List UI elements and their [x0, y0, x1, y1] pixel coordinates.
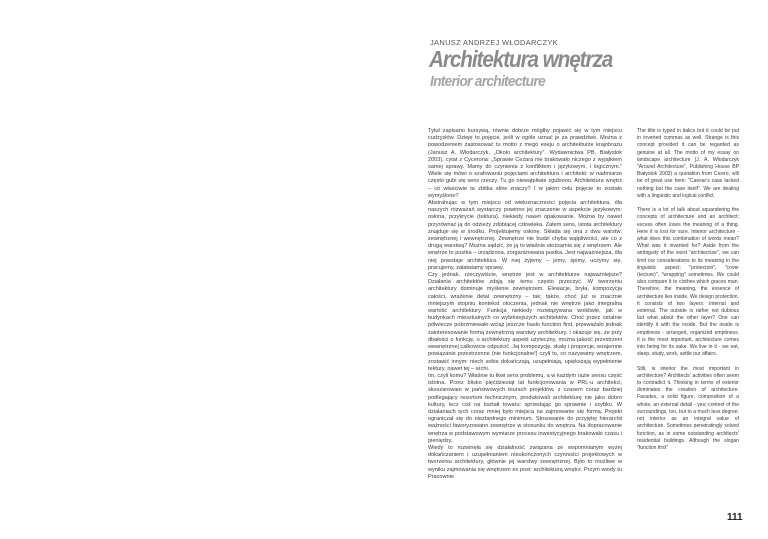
paragraph: Still, is interior the most important in architecture? Architects' activities often seem to contradict it. Thinking in terms of exterior dominates the creation of architecture. Facades, a solid figure, composition of a whole, an external detail - yes; context of the surroundings, too, but to a much less degree; not interior as an integral value of architecture. Sometimes penetratingly solved function, as in some outstanding architects' residential buildings. Although the slogan "function first" [637, 365, 739, 451]
paragraph: Tytuł zapisano kursywą, równie dobrze mógłby pojawić się w tym miejscu cudzysłów. Dzieje to pojęcie, jeśli w ogóle uznać je za prawdziwe. Można z powodzeniem zastosować tu motto z mego eseju o architekturze krajobrazu (Janusz A. Włodarczyk, „Około architektury”. Wydawnictwa PB, Białystok 2003), cytat z Cycerona: „Sprawie Cezara nie brakowało niczego z wyjątkiem samej sprawy. Mamy do czynienia z konfliktem i językowym, i logicznym.” Wiele się mówi o szafowaniu pojęciami architektura i architekt: w nadmiarze często gubi się sens rzeczy. Tu go niewątpliwie zgubiono. Architektura wnętrz – co właściwie ta zbitka słów znaczy? I w jakim celu pojęcie to zostało wymyślone? [428, 128, 622, 199]
english-text-column [637, 128, 739, 476]
paragraph: There is a lot of talk about squandering the concepts of architecture and an architect; excess often loses the meaning of a thing. Here it is lost for sure. Interior architecture - what does this combination of words mean? What was it invented for? Aside from the ambiguity of the word "architecture", we can limit our considerations to its meaning in the linguistic aspect: "protection", "cover (tecture)", "wrapping" sometimes. We could also compare it to clothes which graces man. Therefore, the meaning, the essence of architecture lies inside. We design protection. It consists of two layers: internal and external. The outside is rather not dubious but what about the other layer? One can identify it with the inside. But the inside is emptiness - arranged, organized emptiness. It is the most important, architecture comes into being for its sake. We live in it - we eat, sleep, study, work, settle our affairs. [637, 207, 739, 358]
paragraph: Czy jednak, rzeczywiście, wnętrze jest w architekturze najważniejsze? Działania architektów zdają się temu często przeczyć. W tworzeniu architektury dominuje myślenie zewnętrzem. Elewacje, bryła, kompozycja całości, wrażenie detal zewnętrzny – tak; także, choć już w znacznie mniejszym stopniu kontekst otoczenia, jednak nie wnętrze jako integralna wartość architektury. Funkcja niekiedy rozwiązywana wnikliwie, jak w budynkach mieszkalnych co wybitniejszych architektów. Choć przez ostatnie półwiecze pobrzmiewało wciąż jeszcze hasło function first, przeważało jednak zainteresowanie formą zewnętrzną warstwy architektury. I okazuje się, że przy dbałości o funkcję, o architektury aspekt użyteczny, można jakość przestrzeni wewnętrznej całkowicie odpuścić. Jej kompozycję, skalę i proporcje, wzajemne powiązanie przestrzenne (nie funkcjonalne!) czyli to, co nazywamy wnętrzem, zostawić innym: niech sobie dokańczają, uzupełniają, upiększają wypełnienie tektury, nawet tej – archi. [428, 272, 622, 372]
article-title: Architektura wnętrza [429, 46, 613, 72]
author-name: JANUSZ ANDRZEJ WŁODARCZYK [430, 38, 558, 47]
polish-text-column [428, 128, 622, 480]
article-subtitle: Interior architecture [430, 73, 545, 90]
paragraph: Abstrahując w tym miejscu od wieloznaczności pojęcia architektura, dla naszych rozważań wystarczy powinno jej znaczenie w aspekcie językowym: osłona, przykrycie (tektura), niekiedy nawet opakowanie. Można by nawet przyrównać ją do odzieży zdobiącej człowieka. Zatem sens, istota architektury znajduje się w środku. Projektujemy osłonę. Składa się ona z dwu warstw: zewnętrznej i wewnętrznej. Zewnętrze nie budzi chyba wątpliwości, ale co z drugą warstwą? Można sądzić, że ją to właśnie utożsamia się z wnętrzem. Ale wnętrze to pustka – urządzona, zorganizowana pustka. Jest najważniejsza, dla niej powstaje architektura. W niej żyjemy – jemy, śpimy, uczymy się, pracujemy, załatwiamy sprawy. [428, 200, 622, 271]
page-number: 111 [727, 512, 743, 523]
paragraph: Wiedy to rozwinęła się działalność związana ze wspomnianym wyżej dokańczaniem i uzupełnianiem nieukończonych czynności projektowych w tworzeniu architektury, głównie jej warstwy zewnętrznej. Było to możliwe w wyniku zajmowania się wnętrzem ex post: architekturą wnętrz. Przym wiody tu Pracownie [428, 444, 622, 480]
paragraph: Im, czyli komu? Właśnie tu tkwi sens problemu, a w każdym razie sensu część istotna. Przez blisko pięćdziesiąt lat funkcjonowania w PRL-u architekci, skoszarowani w państwowych biurach projektów, z czasem coraz bardziej podlegający resortom technicznym, produkowali architekturę nie jako dobro kultury, lecz coś na kształt towaru: sprzedając go sprawnie i szybko. W działaniach tych coraz mniej było miejsca na zajmowanie się formą. Projekt ograniczał się do niezbędnego minimum. Stosowanie do przyjętej hierarchii ważności faworyzowano zewnętrze w stosunku do wnętrza. Na dopracowanie wnętrza w podstawowym wymiarze procesu inwestycyjnego brakowało czasu i pieniędzy. [428, 372, 622, 444]
paragraph: The title is typed in italics but it could be put in inverted commas as well. Strange is this concept provided it can be regarded as genuine at all. The motto of my essay on landscape architecture (J. A. Włodarczyk "Around Architecture", Publishing House BP Białystok 2003) a quotation from Cicero, will be of great use here: "Caesar's case lacked nothing but the case itself". We are dealing with a linguistic and logical conflict. [637, 128, 739, 199]
